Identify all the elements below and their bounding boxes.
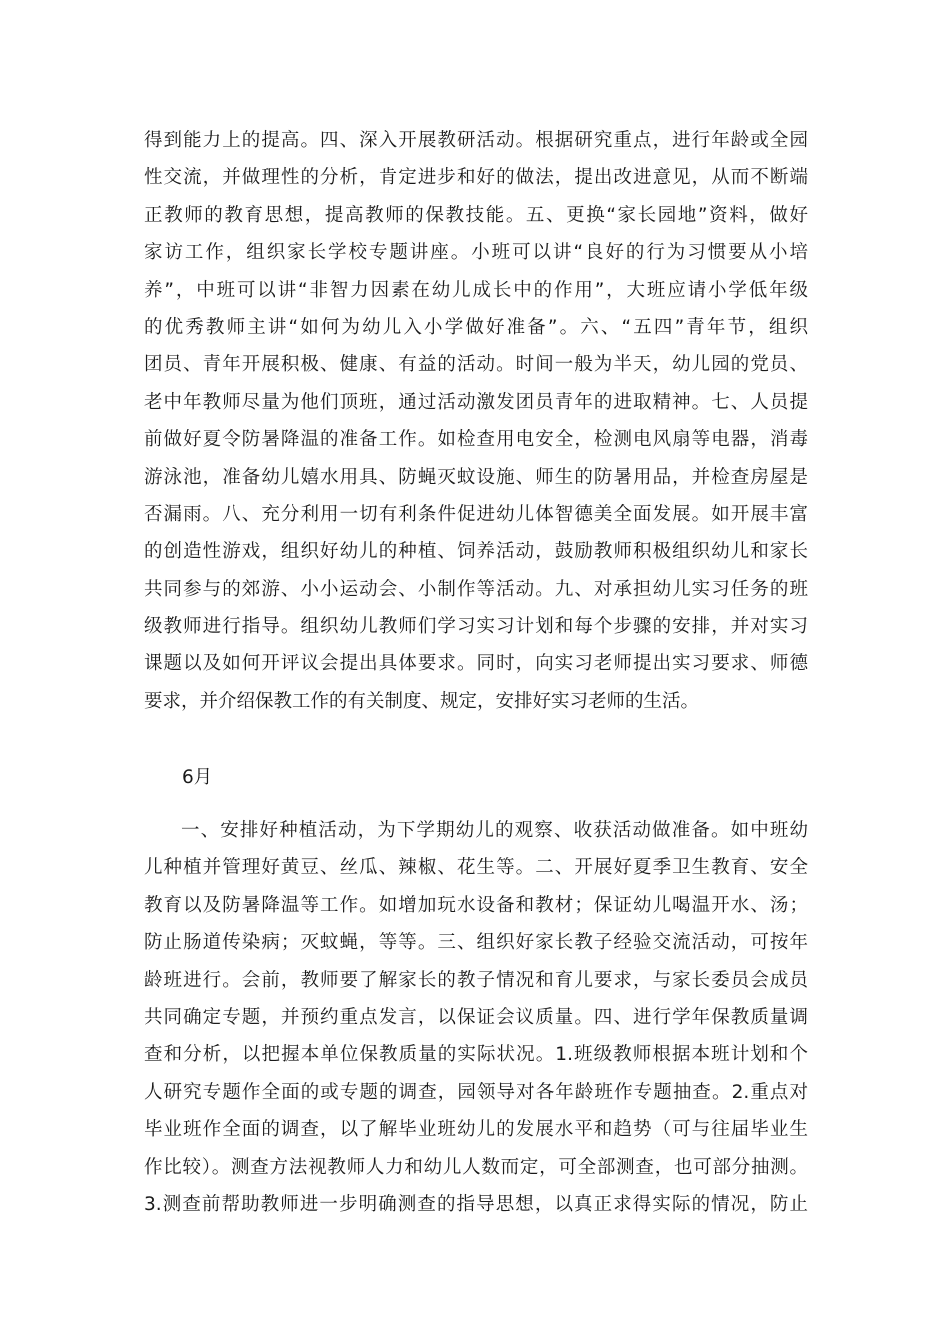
text-line: 要求，并介绍保教工作的有关制度、规定，安排好实习老师的生活。	[144, 690, 700, 712]
text-line: 团员、青年开展积极、健康、有益的活动。时间一般为半天，幼儿园的党员、	[144, 354, 808, 376]
text-line: 人研究专题作全面的或专题的调查，园领导对各年龄班作专题抽查。2.重点对	[144, 1081, 808, 1103]
text-line: 课题以及如何开评议会提出具体要求。同时，向实习老师提出实习要求、师德	[144, 653, 808, 675]
text-line: 毕业班作全面的调查，以了解毕业班幼儿的发展水平和趋势（可与往届毕业生	[144, 1119, 808, 1141]
paragraph-june	[144, 812, 808, 1223]
text-line: 前做好夏令防暑降温的准备工作。如检查用电安全，检测电风扇等电器，消毒	[144, 429, 808, 451]
text-line: 共同确定专题，并预约重点发言，以保证会议质量。四、进行学年保教质量调	[144, 1006, 808, 1028]
text-line: 教育以及防暑降温等工作。如增加玩水设备和教材；保证幼儿喝温开水、汤；	[144, 894, 808, 916]
text-line: 的优秀教师主讲“如何为幼儿入小学做好准备”。六、“五四”青年节，组织	[144, 316, 808, 338]
text-line: 的创造性游戏，组织好幼儿的种植、饲养活动，鼓励教师积极组织幼儿和家长	[144, 541, 808, 563]
paragraph-may-continued	[144, 122, 808, 720]
text-line: 一、安排好种植活动，为下学期幼儿的观察、收获活动做准备。如中班幼	[181, 820, 808, 841]
text-line: 否漏雨。八、充分利用一切有利条件促进幼儿体智德美全面发展。如开展丰富	[144, 503, 808, 525]
text-line: 级教师进行指导。组织幼儿教师们学习实习计划和每个步骤的安排，并对实习	[144, 616, 808, 638]
text-line: 养”，中班可以讲“非智力因素在幼儿成长中的作用”，大班应请小学低年级	[144, 279, 808, 301]
text-line: 防止肠道传染病；灭蚊蝇，等等。三、组织好家长教子经验交流活动，可按年	[144, 932, 808, 954]
text-line: 共同参与的郊游、小小运动会、小制作等活动。九、对承担幼儿实习任务的班	[144, 578, 808, 600]
text-line: 家访工作，组织家长学校专题讲座。小班可以讲“良好的行为习惯要从小培	[144, 242, 808, 264]
text-line: 龄班进行。会前，教师要了解家长的教子情况和育儿要求，与家长委员会成员	[144, 969, 808, 991]
section-heading-june: 6月	[182, 767, 213, 788]
text-line: 老中年教师尽量为他们顶班，通过活动激发团员青年的进取精神。七、人员提	[144, 391, 808, 413]
text-line: 3.测查前帮助教师进一步明确测查的指导思想，以真正求得实际的情况，防止	[144, 1193, 808, 1215]
text-line: 作比较）。测查方法视教师人力和幼儿人数而定，可全部测查，也可部分抽测。	[144, 1156, 808, 1178]
text-line: 儿种植并管理好黄豆、丝瓜、辣椒、花生等。二、开展好夏季卫生教育、安全	[144, 857, 808, 879]
text-line: 正教师的教育思想，提高教师的保教技能。五、更换“家长园地”资料，做好	[144, 204, 808, 226]
text-line: 得到能力上的提高。四、深入开展教研活动。根据研究重点，进行年龄或全园	[144, 130, 808, 151]
text-line: 性交流，并做理性的分析，肯定进步和好的做法，提出改进意见，从而不断端	[144, 167, 808, 189]
text-line: 查和分析，以把握本单位保教质量的实际状况。1.班级教师根据本班计划和个	[144, 1044, 808, 1066]
text-line: 游泳池，准备幼儿嬉水用具、防蝇灭蚊设施、师生的防暑用品，并检查房屋是	[144, 466, 808, 488]
